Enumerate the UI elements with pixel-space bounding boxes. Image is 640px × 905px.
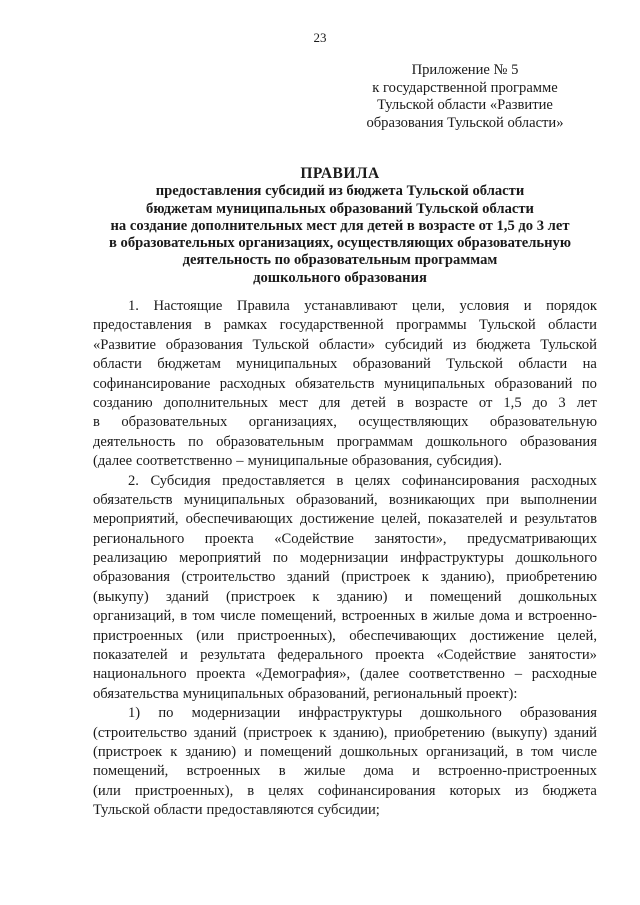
word: для [318, 394, 341, 411]
word: Тульской [93, 802, 150, 819]
document-title [60, 165, 620, 287]
word: результатов [524, 511, 597, 528]
word: мест [278, 394, 308, 411]
word: организаций, [426, 743, 509, 760]
word: достижение [300, 511, 375, 528]
word: муниципальные [247, 453, 348, 470]
word: созданию [93, 394, 153, 411]
appendix-note [345, 62, 585, 132]
paragraph-line [93, 762, 597, 781]
body-text [93, 297, 597, 821]
word: на [582, 356, 597, 373]
word: муниципальных [182, 685, 284, 702]
word: том [192, 608, 215, 625]
word: в [278, 763, 286, 780]
word: рамках [223, 317, 268, 334]
word: дошкольного [420, 705, 502, 722]
word: (или [93, 782, 121, 799]
word: предоставляются [206, 802, 314, 819]
word: (пристроек [226, 588, 296, 605]
word: приобретению [394, 724, 485, 741]
word: выполнении [520, 491, 597, 508]
word: – [236, 453, 244, 470]
word: к [421, 569, 429, 586]
word: из [514, 782, 529, 799]
word: которых [449, 782, 501, 799]
word: проекта [204, 530, 254, 547]
word: жилые [432, 608, 475, 625]
paragraph [93, 297, 597, 472]
word: образований [352, 356, 431, 373]
word: муниципальных [383, 375, 486, 392]
word: осуществляющих [358, 414, 469, 431]
word: и [509, 511, 518, 528]
paragraph-line [93, 743, 597, 762]
word: дома [479, 608, 510, 625]
word: области [153, 802, 203, 819]
word: пристроенных), [237, 627, 336, 644]
word: бюджетам [157, 356, 221, 373]
word: зданий [554, 724, 597, 741]
word: софинансирования [317, 782, 436, 799]
word: (далее [93, 453, 133, 470]
word: Тульской [540, 336, 597, 353]
word: образования [165, 336, 243, 353]
word: от [478, 394, 493, 411]
word: национального [93, 666, 187, 683]
word: приобретению [506, 569, 597, 586]
word: субсидия). [436, 453, 503, 470]
word: расходных [219, 375, 286, 392]
word: зданию) [185, 743, 237, 760]
word: возрасте [414, 394, 468, 411]
title-line: бюджетам муниципальных образований Тульской области [146, 200, 534, 217]
word: из [452, 336, 467, 353]
word: к [312, 588, 320, 605]
word: обеспечивающих [185, 511, 293, 528]
word: образовательных [121, 414, 228, 431]
word: помещений, [93, 763, 169, 780]
paragraph-line [93, 530, 597, 549]
paragraph-line [93, 316, 597, 335]
word: соответственно [136, 453, 233, 470]
paragraph-line [93, 607, 597, 626]
paragraph-line [93, 568, 597, 587]
title-line: в образовательных организациях, осуществляющих образовательную [109, 235, 571, 252]
paragraph-line [93, 646, 597, 665]
paragraph-line [93, 627, 597, 646]
word: (пристроек [93, 743, 163, 760]
word: устанавливают [304, 298, 398, 314]
paragraph-line [93, 549, 597, 568]
word: в [336, 472, 344, 489]
paragraph [93, 472, 597, 705]
word: зданию), [333, 724, 388, 741]
word: возникающих [388, 491, 475, 508]
word: бюджета [476, 336, 531, 353]
word: и [515, 608, 523, 625]
word: зданий [286, 569, 330, 586]
paragraph-line [93, 433, 597, 452]
word: Субсидия [150, 472, 211, 489]
word: (пристроек [243, 724, 313, 741]
word: образований, [287, 685, 370, 702]
word: по [158, 705, 174, 722]
word: в [180, 608, 188, 625]
word: до [532, 394, 548, 411]
appendix-line: образования Тульской области» [366, 114, 564, 131]
word: дошкольных [339, 743, 419, 760]
word: 2. [128, 472, 139, 489]
word: регионального [93, 530, 185, 547]
word: Тульской [252, 336, 310, 353]
word: зданий [193, 724, 237, 741]
paragraph-line [93, 375, 597, 394]
word: лет [576, 394, 597, 411]
word: образования [520, 705, 597, 722]
word: в [396, 394, 404, 411]
word: образования [519, 433, 597, 450]
title-line: на создание дополнительных мест для детей в возрасте от 1,5 до 3 лет [110, 217, 570, 234]
word: дополнительных [163, 394, 268, 411]
word: образований [494, 375, 573, 392]
word: при [486, 491, 510, 508]
word: образовательную [489, 414, 597, 431]
word: муниципальных [183, 491, 285, 508]
word: зданию) [336, 588, 388, 605]
paragraph-line [93, 704, 597, 723]
word: софинансирование [93, 375, 211, 392]
word: целях [354, 472, 391, 489]
paragraph-line [93, 297, 597, 316]
word: «Содействие [436, 647, 517, 664]
word: и [523, 298, 532, 314]
word: в [204, 317, 212, 334]
word: обязательств [93, 491, 173, 508]
word: расходных [530, 472, 597, 489]
word: и [244, 743, 252, 760]
word: образовательным [216, 433, 324, 450]
word: программы [396, 317, 467, 334]
word: Настоящие [153, 298, 223, 314]
word: области [518, 356, 568, 373]
paragraph-line [93, 472, 597, 491]
word: «Содействие [274, 530, 354, 547]
word: в [420, 608, 428, 625]
word: проект): [466, 685, 518, 702]
word: расходные [531, 666, 597, 683]
word: 1,5 [503, 394, 522, 411]
paragraph-line [93, 413, 597, 432]
word: встроенно-пристроенных [438, 763, 597, 780]
word: дошкольного [425, 433, 508, 450]
word: проекта [196, 666, 246, 683]
word: в [516, 743, 524, 760]
paragraph-line [93, 685, 597, 704]
word: (выкупу) [93, 588, 149, 605]
word: деятельность [93, 433, 176, 450]
word: 1. [128, 298, 139, 314]
word: организаций, [93, 608, 175, 625]
paragraph-line [93, 665, 597, 684]
word: дошкольных [518, 588, 597, 605]
word: зданий [165, 588, 209, 605]
appendix-line: к государственной программе [372, 79, 558, 96]
word: (строительство [181, 569, 276, 586]
word: инфраструктуры [400, 550, 504, 567]
word: области» [318, 336, 376, 353]
word: пристроенных), [134, 782, 234, 799]
paragraph-line [93, 801, 597, 820]
word: образований, [295, 491, 378, 508]
word: модернизации [299, 550, 389, 567]
page-number: 23 [313, 30, 327, 45]
word: образования, [351, 453, 433, 470]
title-heading: ПРАВИЛА [300, 165, 380, 182]
word: помещений [260, 743, 332, 760]
paragraph-line [93, 510, 597, 529]
word: мероприятий, [93, 511, 179, 528]
word: (или [196, 627, 225, 644]
paragraph-line [93, 394, 597, 413]
word: по [188, 433, 204, 450]
paragraph-line [93, 491, 597, 510]
word: порядок [546, 298, 597, 314]
word: «Развитие [93, 336, 157, 353]
word: государственной [279, 317, 384, 334]
word: предусматривающих [467, 530, 597, 547]
word: помещений [429, 588, 502, 605]
word: области [93, 356, 142, 373]
word: в [93, 414, 100, 431]
word: Правила [236, 298, 290, 314]
word: организациях, [248, 414, 337, 431]
word: по [581, 375, 597, 392]
word: занятости» [528, 647, 597, 664]
word: дома [363, 763, 394, 780]
word: модернизации [191, 705, 281, 722]
word: Тульской [479, 317, 536, 334]
word: числе [220, 608, 256, 625]
word: детей [351, 394, 386, 411]
word: софинансирования [401, 472, 520, 489]
word: показателей [93, 647, 168, 664]
word: целей, [557, 627, 597, 644]
word: федерального [277, 647, 363, 664]
word: реализацию [93, 550, 168, 567]
word: целях [268, 782, 304, 799]
word: том [531, 743, 554, 760]
paragraph-line [93, 452, 597, 471]
word: занятости», [374, 530, 447, 547]
word: целей, [381, 511, 421, 528]
word: Тульской [446, 356, 503, 373]
word: «Демография», [255, 666, 351, 683]
word: (строительство [93, 724, 188, 741]
word: встроенных [341, 608, 416, 625]
word: региональный [373, 685, 463, 702]
word: показателей [427, 511, 503, 528]
word: муниципальных [236, 356, 338, 373]
word: субсидий [384, 336, 443, 353]
word: и [412, 763, 420, 780]
word: субсидии; [317, 802, 380, 819]
word: цели, [411, 298, 445, 314]
word: предоставляется [222, 472, 325, 489]
word: числе [561, 743, 597, 760]
word: предоставления [93, 317, 192, 334]
word: мероприятий [179, 550, 262, 567]
word: зданию), [440, 569, 495, 586]
word: (пристроек [341, 569, 411, 586]
appendix-line: Приложение № 5 [411, 62, 519, 78]
paragraph-line [93, 782, 597, 801]
word: инфраструктуры [298, 705, 403, 722]
word: встроенных [186, 763, 261, 780]
word: (далее [359, 666, 400, 683]
word: к [319, 724, 327, 741]
title-line: предоставления субсидий из бюджета Тульской области [155, 183, 525, 200]
word: обязательств [295, 375, 375, 392]
word: пристроенных [93, 627, 183, 644]
word: и [404, 588, 413, 605]
word: соответственно [408, 666, 505, 683]
word: обязательства [93, 685, 179, 702]
title-line: дошкольного образования [253, 269, 427, 286]
word: помещений, [260, 608, 337, 625]
word: 3 [558, 394, 566, 411]
word: в [247, 782, 255, 799]
appendix-line: Тульской области «Развитие [377, 97, 553, 113]
word: бюджета [542, 782, 597, 799]
paragraph [93, 704, 597, 820]
word: (выкупу) [491, 724, 548, 741]
word: 1) [128, 705, 141, 722]
word: результата [200, 647, 266, 664]
paragraph-line [93, 355, 597, 374]
word: области [548, 317, 597, 334]
paragraph-line [93, 724, 597, 743]
word: жилые [303, 763, 346, 780]
title-line: деятельность по образовательным программам [182, 252, 498, 269]
word: к [170, 743, 178, 760]
word: образования [93, 569, 170, 586]
word: условия [459, 298, 510, 314]
word: программам [336, 433, 414, 450]
word: и [180, 647, 188, 664]
paragraph-line [93, 336, 597, 355]
paragraph-line [93, 588, 597, 607]
word: встроенно- [528, 608, 597, 625]
word: дошкольного [515, 550, 597, 567]
word: проекта [375, 647, 425, 664]
word: по [272, 550, 288, 567]
word: обеспечивающих [349, 627, 457, 644]
word: – [514, 666, 522, 683]
word: достижение [469, 627, 545, 644]
